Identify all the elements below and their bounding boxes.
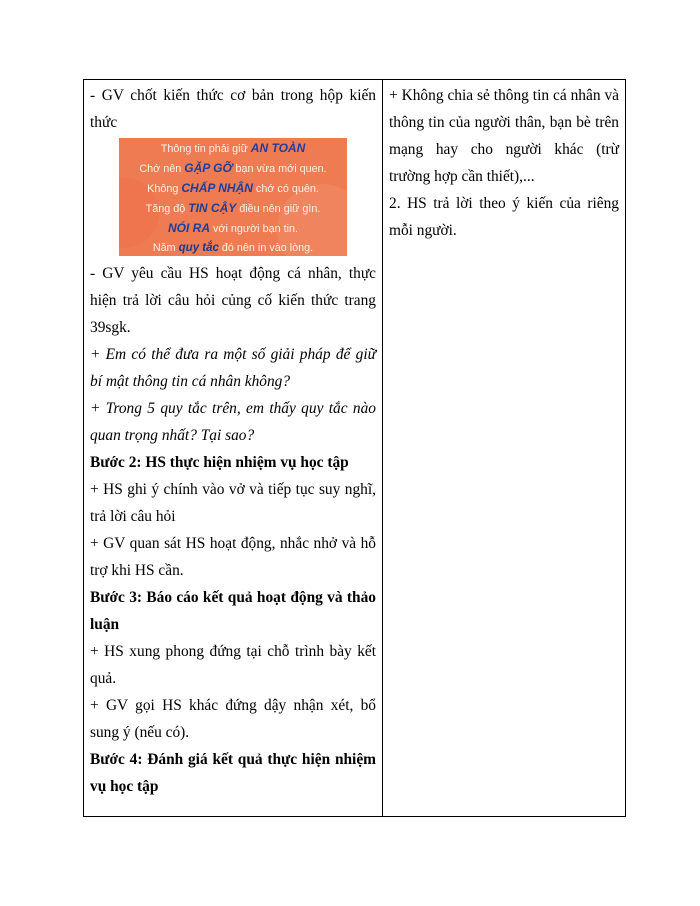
step-2-item-2: + GV quan sát HS hoạt động, nhắc nhở và hỗ trợ khi HS cần. <box>90 535 376 579</box>
step-4-heading: Bước 4: Đánh giá kết quả thực hiện nhiệm vụ học tập <box>90 751 376 795</box>
infographic-line-3: Không CHẤP NHẬN chớ có quên. <box>147 181 319 195</box>
infographic-line-2: Chớ nên GẶP GỠ bạn vừa mới quen. <box>139 161 327 175</box>
keyword-quy-tac: quy tắc <box>178 242 219 254</box>
step-2-heading: Bước 2: HS thực hiện nhiệm vụ học tập <box>90 454 349 471</box>
lesson-table <box>83 79 626 817</box>
infographic-line-1: Thông tin phải giữ AN TOÀN <box>160 141 306 155</box>
question-2: + Trong 5 quy tắc trên, em thấy quy tắc nào quan trọng nhất? Tại sao? <box>90 400 376 444</box>
infographic-line-6: Năm quy tắc đó nên in vào lòng. <box>152 242 314 254</box>
five-rules-infographic <box>119 138 347 256</box>
keyword-an-toan: AN TOÀN <box>250 141 306 155</box>
keyword-noi-ra: NÓI RA <box>167 221 210 235</box>
gv-yeu-cau-paragraph: - GV yêu cầu HS hoạt động cá nhân, thực hiện trả lời câu hỏi củng cố kiến thức trang 39sgk. <box>90 265 376 336</box>
right-cell <box>383 80 626 817</box>
question-1: + Em có thể đưa ra một số giải pháp để giữ bí mật thông tin cá nhân không? <box>90 346 376 390</box>
step-3-item-1: + HS xung phong đứng tại chỗ trình bày kết quả. <box>90 643 376 687</box>
right-item-1: + Không chia sẻ thông tin cá nhân và thông tin của người thân, bạn bè trên mạng hay cho người khác (trừ trường hợp cần thiết),... <box>389 87 619 185</box>
infographic-line-5: NÓI RA với người bạn tin. <box>167 221 298 235</box>
step-3-heading: Bước 3: Báo cáo kết quả hoạt động và thảo luận <box>90 589 376 633</box>
step-3-item-2: + GV gọi HS khác đứng dậy nhận xét, bổ sung ý (nếu có). <box>90 697 376 741</box>
keyword-chap-nhan: CHẤP NHẬN <box>181 181 253 195</box>
keyword-gap-go: GẶP GỠ <box>184 161 233 175</box>
keyword-tin-cay: TIN CẬY <box>188 201 237 215</box>
gv-chot-paragraph: - GV chốt kiến thức cơ bản trong hộp kiến thức <box>90 87 376 131</box>
left-cell <box>84 80 383 817</box>
table-row <box>84 80 626 817</box>
right-item-2: 2. HS trả lời theo ý kiến của riêng mỗi người. <box>389 195 619 239</box>
step-2-item-1: + HS ghi ý chính vào vở và tiếp tục suy nghĩ, trả lời câu hỏi <box>90 481 376 525</box>
infographic-line-4: Tăng độ TIN CẬY điều nên giữ gìn. <box>145 201 321 215</box>
